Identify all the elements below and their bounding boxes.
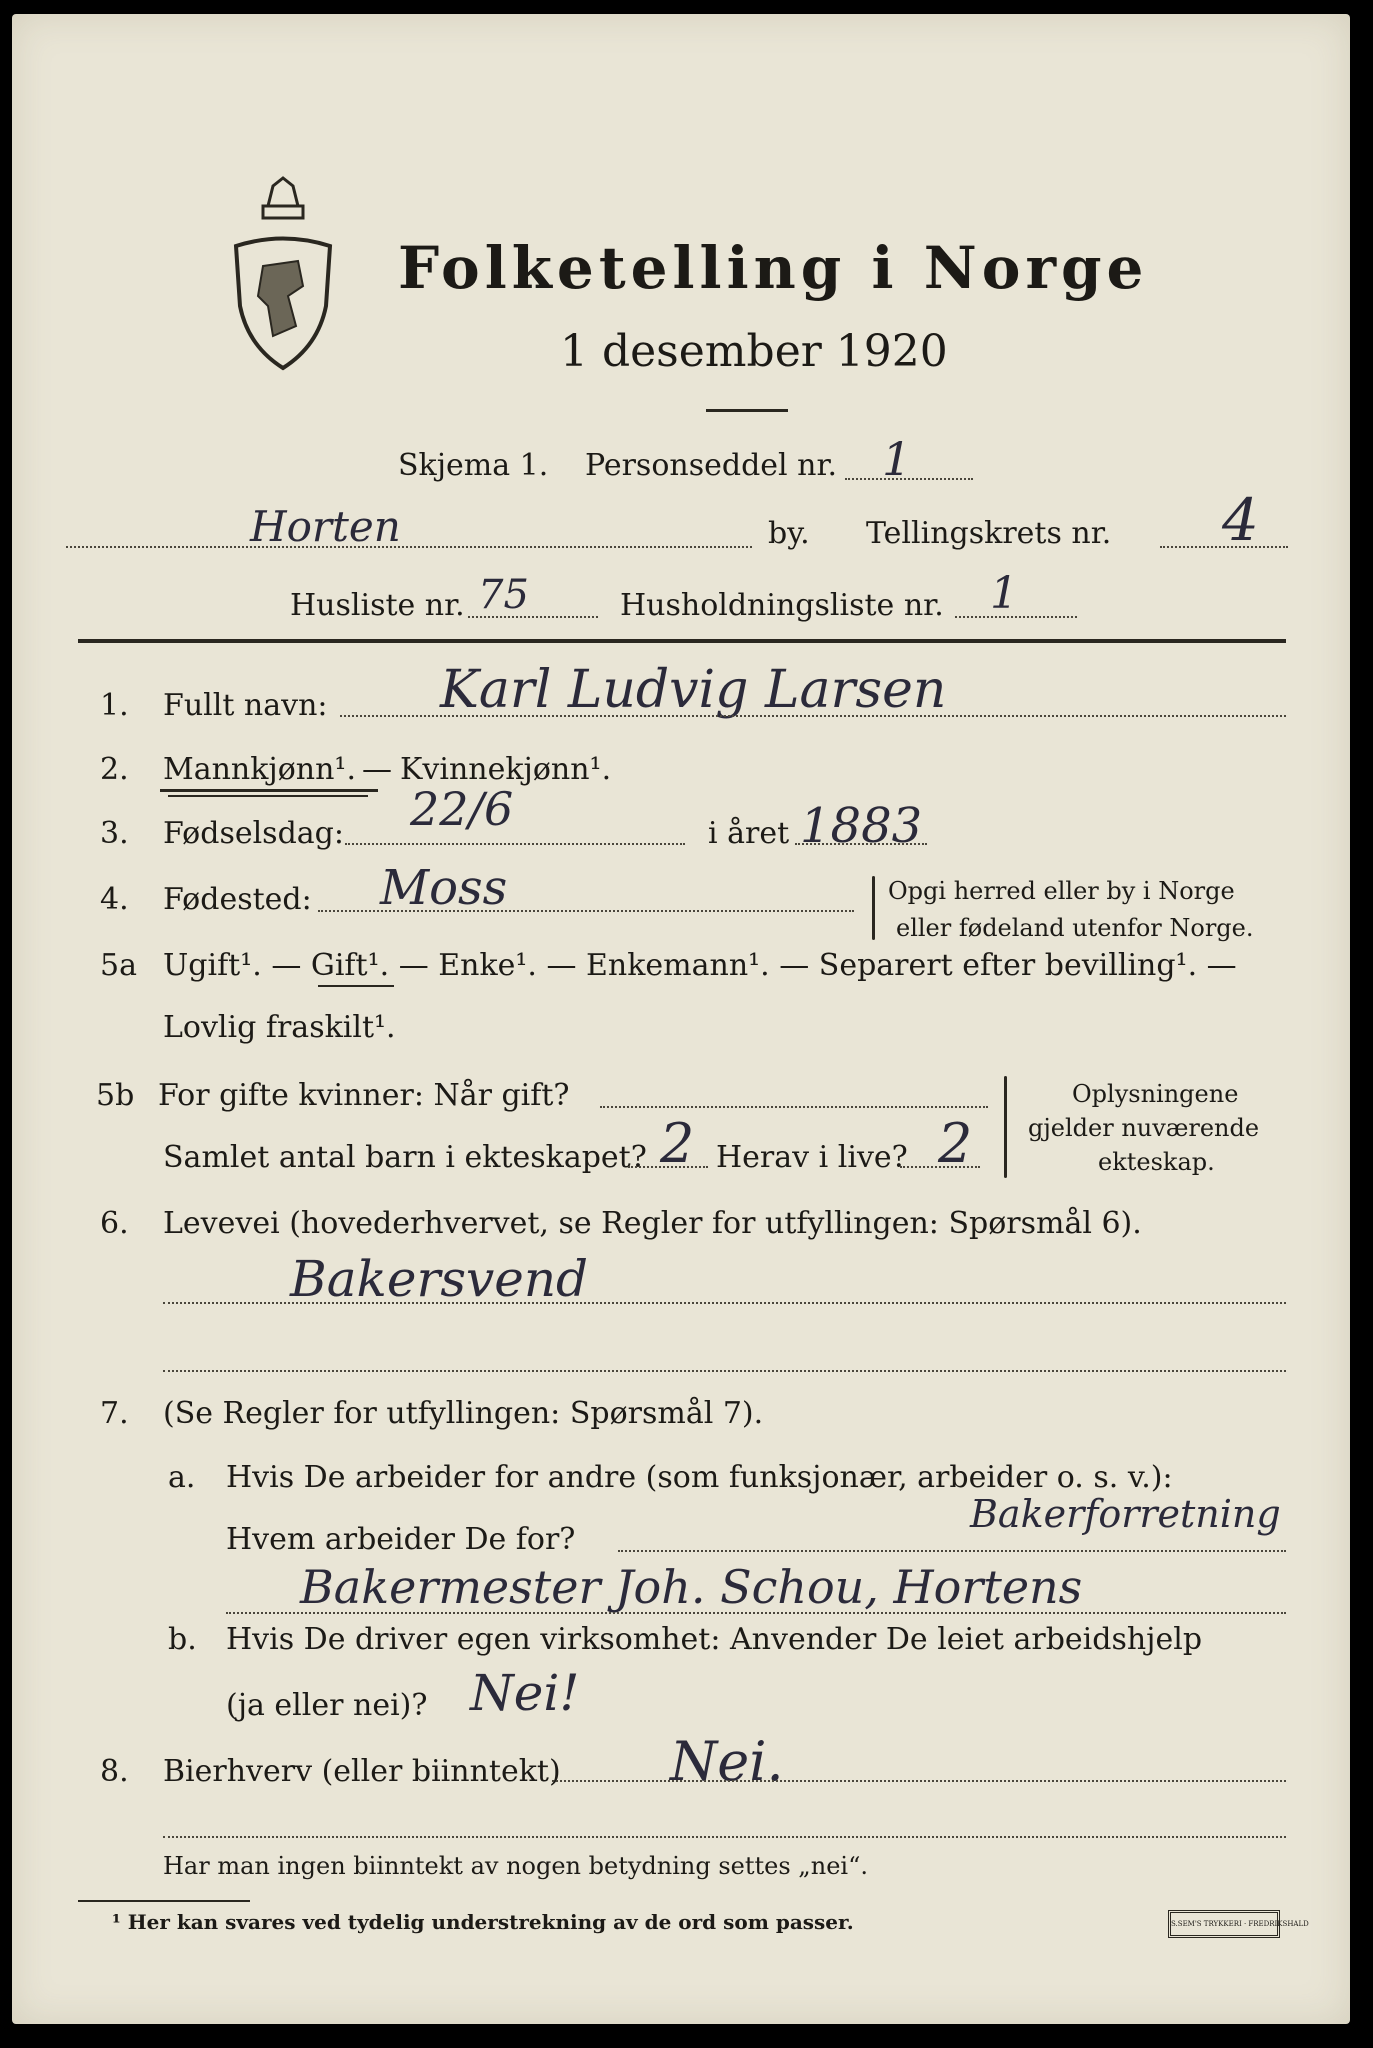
employer-label: Hvem arbeider De for?: [226, 1522, 576, 1557]
tellingskrets-value[interactable]: 4: [1222, 486, 1259, 554]
female-option[interactable]: Kvinnekjønn¹.: [400, 752, 612, 787]
q5b-note-line2: gjelder nuværende: [1028, 1114, 1260, 1142]
q4-note-line1: Opgi herred eller by i Norge: [888, 877, 1235, 905]
q7a-text: Hvis De arbeider for andre (som funksjonær, arbeider o. s. v.):: [226, 1460, 1173, 1495]
q7a-letter: a.: [168, 1460, 196, 1495]
q1-label: Fullt navn:: [163, 688, 328, 723]
section-divider: [78, 639, 1286, 643]
occupation-value[interactable]: Bakersvend: [290, 1250, 589, 1308]
male-underline-2: [168, 795, 368, 797]
children-line: [628, 1166, 708, 1168]
employer-value-1[interactable]: Bakerforretning: [970, 1492, 1281, 1536]
employer-line-2: [226, 1612, 1286, 1614]
husholdningsliste-value[interactable]: 1: [990, 568, 1018, 619]
birthplace-value[interactable]: Moss: [380, 860, 508, 916]
q4-number: 4.: [100, 882, 129, 917]
husliste-line: [468, 616, 598, 618]
q2-number: 2.: [100, 752, 129, 787]
header-divider: [706, 409, 788, 412]
form-title: Folketelling i Norge: [398, 234, 1149, 302]
q5a-number: 5a: [100, 948, 137, 983]
q6-number: 6.: [100, 1206, 129, 1241]
q7-label: (Se Regler for utfyllingen: Spørsmål 7).: [163, 1396, 764, 1431]
q5b-note-line3: ekteskap.: [1098, 1148, 1215, 1176]
birth-year-line: [795, 843, 927, 845]
full-name-line: [340, 715, 1286, 717]
employer-value-2[interactable]: Bakermester Joh. Schou, Hortens: [300, 1560, 1083, 1614]
hired-help-label: (ja eller nei)?: [226, 1688, 428, 1723]
married-when-line: [600, 1106, 988, 1108]
footnote-divider: [78, 1900, 250, 1902]
q5b-brace: [1004, 1076, 1007, 1178]
year-label: i året: [708, 816, 790, 851]
alive-label: Herav i live?: [716, 1140, 908, 1175]
male-option[interactable]: Mannkjønn¹.: [163, 752, 356, 787]
husliste-label: Husliste nr.: [290, 588, 465, 623]
occupation-line: [163, 1302, 1286, 1304]
birthplace-line: [318, 910, 854, 912]
footer-note: Har man ingen biinntekt av nogen betydning settes „nei“.: [163, 1852, 868, 1880]
q6-label: Levevei (hovederhvervet, se Regler for utfyllingen: Spørsmål 6).: [163, 1206, 1142, 1241]
tellingskrets-label: Tellingskrets nr.: [866, 516, 1112, 551]
printer-stamp: S.SEM'S TRYKKERI · FREDRIKSHALD: [1168, 1910, 1280, 1938]
marital-options[interactable]: Ugift¹. — Gift¹. — Enke¹. — Enkemann¹. — Separert efter bevilling¹. —: [163, 948, 1237, 983]
skjema-label: Skjema 1.: [398, 448, 549, 483]
hired-help-value[interactable]: Nei!: [470, 1664, 580, 1722]
birth-day-value[interactable]: 22/6: [410, 782, 514, 836]
q5b-note-line1: Oplysningene: [1072, 1080, 1239, 1108]
married-when-label: For gifte kvinner: Når gift?: [158, 1078, 570, 1113]
male-underline: [160, 789, 378, 792]
q3-number: 3.: [100, 816, 129, 851]
side-income-line: [552, 1780, 1286, 1782]
q7b-text: Hvis De driver egen virksomhet: Anvender De leiet arbeidshjelp: [226, 1622, 1203, 1657]
q7-number: 7.: [100, 1396, 129, 1431]
tellingskrets-line: [1160, 546, 1288, 548]
norway-coat-of-arms-icon: [228, 176, 338, 372]
footer-line: [163, 1836, 1286, 1838]
q8-number: 8.: [100, 1754, 129, 1789]
personseddel-label: Personseddel nr.: [585, 448, 838, 483]
personseddel-value[interactable]: 1: [882, 432, 912, 486]
by-label: by.: [768, 516, 810, 551]
census-date: 1 desember 1920: [560, 326, 948, 377]
q4-brace: [872, 876, 875, 940]
q1-number: 1.: [100, 688, 129, 723]
gift-underline: [318, 985, 394, 987]
personseddel-line: [845, 478, 973, 480]
alive-line: [900, 1166, 980, 1168]
full-name-value[interactable]: Karl Ludvig Larsen: [440, 660, 947, 720]
children-value[interactable]: 2: [660, 1112, 695, 1175]
place-line: [66, 546, 752, 548]
q8-label: Bierhverv (eller biinntekt): [163, 1754, 561, 1789]
q4-note-line2: eller fødeland utenfor Norge.: [896, 914, 1254, 942]
husholdningsliste-line: [955, 616, 1077, 618]
birth-year-value[interactable]: 1883: [800, 798, 923, 854]
q3-label: Fødselsdag:: [163, 816, 344, 851]
children-label: Samlet antal barn i ekteskapet?: [163, 1140, 647, 1175]
occupation-line-2: [163, 1370, 1286, 1372]
q5b-number: 5b: [96, 1078, 135, 1113]
q4-label: Fødested:: [163, 882, 312, 917]
side-income-value[interactable]: Nei.: [670, 1730, 784, 1793]
employer-line-1: [618, 1550, 1286, 1552]
birth-day-line: [345, 843, 685, 845]
husliste-value[interactable]: 75: [478, 572, 529, 618]
q7b-letter: b.: [168, 1622, 197, 1657]
footnote: ¹ Her kan svares ved tydelig understrekning av de ord som passer.: [112, 1910, 854, 1934]
place-value[interactable]: Horten: [250, 502, 401, 551]
husholdningsliste-label: Husholdningsliste nr.: [620, 588, 944, 623]
marital-options-cont[interactable]: Lovlig fraskilt¹.: [163, 1010, 396, 1045]
q2-separator: —: [362, 752, 392, 787]
alive-value[interactable]: 2: [938, 1112, 973, 1175]
